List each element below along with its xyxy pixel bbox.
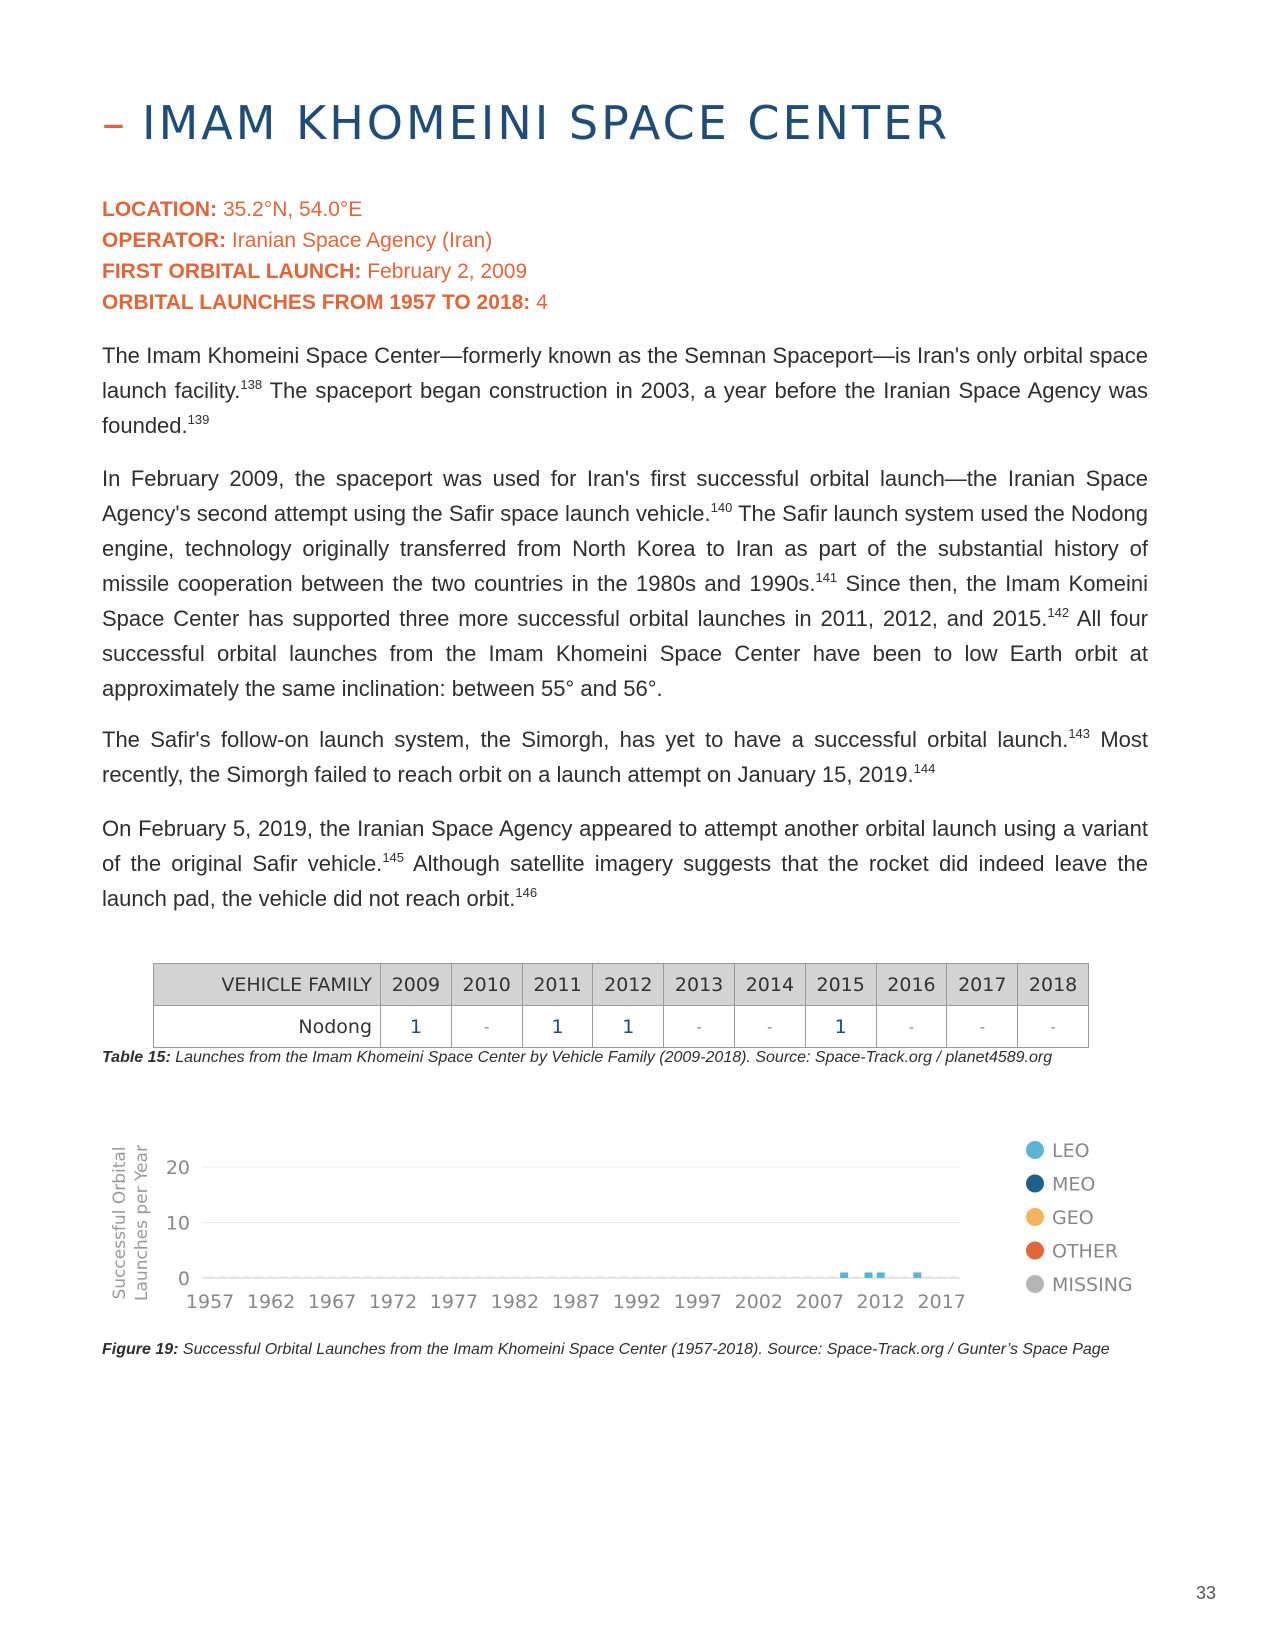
paragraph-4: On February 5, 2019, the Iranian Space Agency appeared to attempt another orbital launch using a variant of the original Safir vehicle.$^{145}$ Although satellite imagery suggests that the rocket did indeed leave the launch pad, the vehicle did not reach orbit.$^{146}$ xyxy=(102,816,1149,911)
facts-block xyxy=(102,194,548,318)
caption-label: Figure 19: xyxy=(102,1341,179,1358)
legend-label: MEO xyxy=(1052,1173,1096,1196)
legend-swatch xyxy=(1026,1141,1044,1159)
footnote-ref: 138 xyxy=(240,377,263,392)
page-title xyxy=(102,96,950,150)
x-tick-label: 1987 xyxy=(551,1291,601,1313)
x-tick-label: 1957 xyxy=(185,1291,235,1313)
table-header-year: 2017 xyxy=(947,964,1018,1006)
legend-swatch xyxy=(1026,1175,1044,1193)
bar xyxy=(840,1272,848,1278)
table-header-year: 2014 xyxy=(734,964,805,1006)
launches-chart xyxy=(100,1130,1140,1330)
x-tick-label: 1997 xyxy=(673,1291,723,1313)
table-header-year: 2018 xyxy=(1018,964,1089,1006)
table-cell: 1 xyxy=(593,1006,664,1048)
x-tick-label: 1982 xyxy=(490,1291,540,1313)
table-row xyxy=(154,1006,1089,1048)
x-tick-label: 2002 xyxy=(734,1291,783,1313)
table-cell-family: Nodong xyxy=(154,1006,381,1048)
paragraph-1: The Imam Khomeini Space Center—formerly known as the Semnan Spaceport—is Iran's only orbital space launch facility.$^{138}$ The spaceport began construction in 2003, a year before the Iranian Space Agency was founded.$^{139}$ xyxy=(102,343,1148,438)
page-number: 33 xyxy=(1196,1583,1217,1603)
x-tick-label: 1977 xyxy=(429,1291,479,1313)
title-dash: – xyxy=(102,96,128,150)
x-tick-label: 1962 xyxy=(246,1291,296,1313)
x-tick-label: 2007 xyxy=(795,1291,844,1313)
footnote-ref: 144 xyxy=(913,761,936,776)
y-tick-label: 20 xyxy=(165,1157,190,1179)
fact-value: February 2, 2009 xyxy=(367,260,528,283)
launch-table xyxy=(153,963,1089,1048)
table-cell: 1 xyxy=(805,1006,876,1048)
footnote-ref: 145 xyxy=(382,850,405,865)
fact-label: ORBITAL LAUNCHES FROM 1957 TO 2018: xyxy=(102,291,531,314)
fact-value: 35.2°N, 54.0°E xyxy=(222,198,363,221)
legend-label: GEO xyxy=(1052,1207,1094,1229)
caption-text: Successful Orbital Launches from the Imam Khomeini Space Center (1957-2018). Source: Space-Track.org / Gunter’s Space Page xyxy=(178,1341,1110,1358)
table-header-year: 2011 xyxy=(522,964,593,1006)
fact-value: Iranian Space Agency (Iran) xyxy=(231,229,493,252)
table-cell: - xyxy=(664,1006,735,1048)
legend-swatch xyxy=(1026,1275,1044,1293)
y-tick-label: 10 xyxy=(165,1212,190,1235)
table-header-year: 2015 xyxy=(805,964,876,1006)
paragraph-3: The Safir's follow-on launch system, the Simorgh, has yet to have a successful orbital launch.$^{143}$ Most recently, the Simorgh failed to reach orbit on a launch attempt on January 15, 2019.$^{144}$ xyxy=(102,726,1148,787)
footnote-ref: 139 xyxy=(187,412,210,427)
fact-value: 4 xyxy=(536,291,548,314)
table-cell: - xyxy=(734,1006,805,1048)
legend-label: MISSING xyxy=(1052,1274,1133,1296)
table-cell: - xyxy=(947,1006,1018,1048)
caption-label: Table 15: xyxy=(102,1049,171,1066)
table-header-year: 2013 xyxy=(664,964,735,1006)
y-axis-label-line-2: Launches per Year xyxy=(132,1145,152,1301)
table-cell: - xyxy=(876,1006,947,1048)
legend-label: LEO xyxy=(1052,1140,1090,1162)
fact-label: FIRST ORBITAL LAUNCH: xyxy=(102,260,362,283)
fact-operator xyxy=(102,225,548,256)
table-header-vehicle-family: VEHICLE FAMILY xyxy=(154,964,381,1006)
legend-swatch xyxy=(1026,1208,1044,1226)
footnote-ref: 142 xyxy=(1047,605,1070,620)
table-header-year: 2012 xyxy=(593,964,664,1006)
x-tick-label: 1992 xyxy=(612,1291,662,1313)
fact-label: LOCATION: xyxy=(102,198,218,221)
figure-caption xyxy=(102,1341,1110,1359)
x-tick-label: 1972 xyxy=(368,1291,418,1313)
bar xyxy=(877,1272,885,1278)
table-cell: - xyxy=(451,1006,522,1048)
table-header-row xyxy=(154,964,1089,1006)
y-axis-label-line-1: Successful Orbital xyxy=(110,1146,130,1300)
footnote-ref: 140 xyxy=(710,500,733,515)
fact-location xyxy=(102,194,548,225)
fact-label: OPERATOR: xyxy=(102,229,227,252)
caption-text: Launches from the Imam Khomeini Space Center by Vehicle Family (2009-2018). Source: Space-Track.org / planet4589.org xyxy=(170,1049,1053,1066)
x-tick-label: 2012 xyxy=(856,1291,905,1313)
table-header-year: 2010 xyxy=(451,964,522,1006)
bar xyxy=(865,1272,873,1278)
legend-label: OTHER xyxy=(1052,1240,1119,1263)
table-cell: 1 xyxy=(381,1006,452,1048)
table-header-year: 2016 xyxy=(876,964,947,1006)
paragraph-2: In February 2009, the spaceport was used for Iran's first successful orbital launch—the Iranian Space Agency's second attempt using the Safir space launch vehicle.$^{140}$ The Safir launch system used the Nodong engine, technology originally transferred from North Korea to Iran as part of the substantial history of missile cooperation between the two countries in the 1980s and 1990s.$^{141}$ Since then, the Imam Komeini Space Center has supported three more successful orbital launches in 2011, 2012, and 2015.$^{142}$ All four successful orbital launches from the Imam Khomeini Space Center have been to low Earth orbit at approximately the same inclination: between 55° and 56°. xyxy=(102,466,1148,701)
table-cell: - xyxy=(1018,1006,1089,1048)
legend-swatch xyxy=(1026,1242,1044,1260)
footnote-ref: 141 xyxy=(815,570,838,585)
table-header-year: 2009 xyxy=(381,964,452,1006)
title-text: IMAM KHOMEINI SPACE CENTER xyxy=(142,96,951,150)
bar xyxy=(913,1272,921,1278)
table-caption xyxy=(102,1049,1052,1067)
fact-launch-count xyxy=(102,287,548,318)
fact-first-launch xyxy=(102,256,548,287)
table-cell: 1 xyxy=(522,1006,593,1048)
x-tick-label: 1967 xyxy=(307,1291,357,1313)
y-tick-label: 0 xyxy=(177,1268,190,1290)
footnote-ref: 146 xyxy=(515,885,538,900)
footnote-ref: 143 xyxy=(1068,726,1091,741)
x-tick-label: 2017 xyxy=(917,1291,966,1313)
